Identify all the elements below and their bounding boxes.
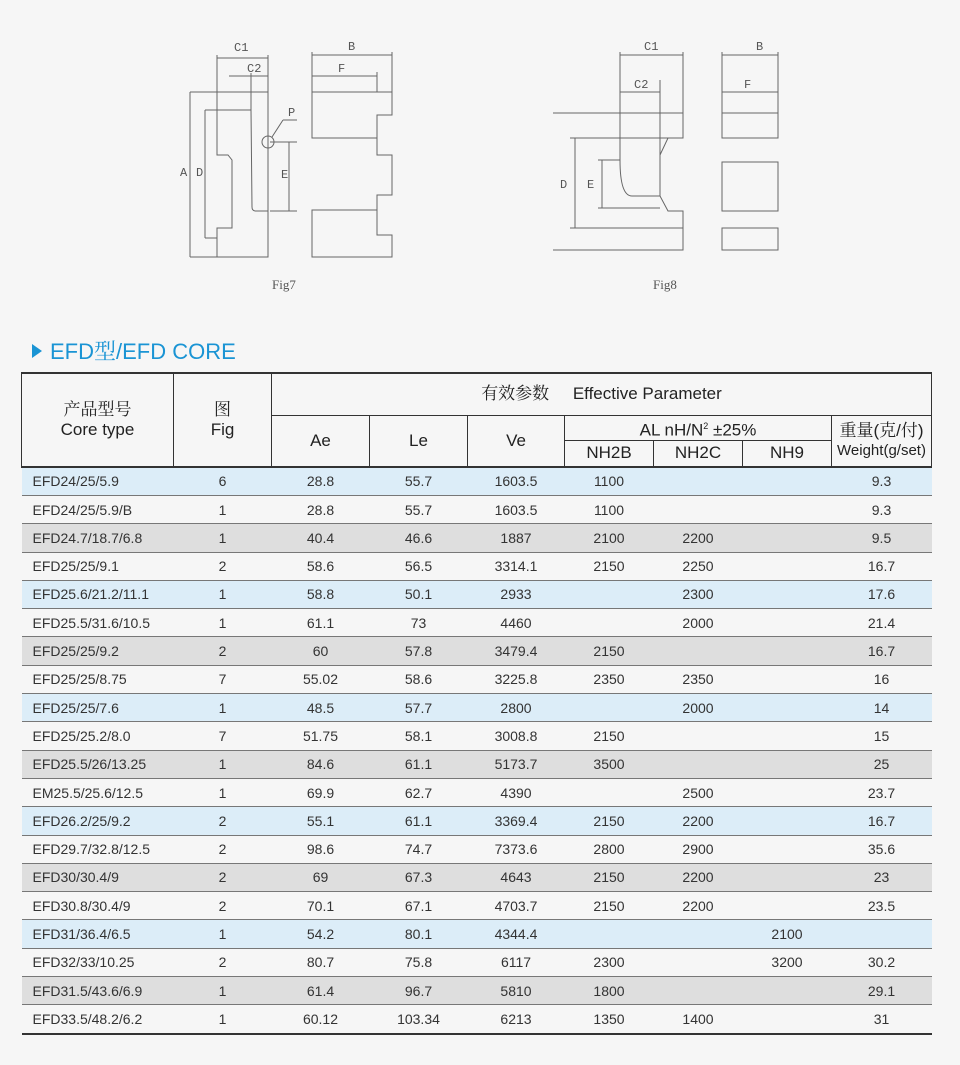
cell-type: EFD25/25/9.1 — [22, 552, 174, 580]
table-header — [22, 373, 932, 467]
cell-weight: 31 — [832, 1005, 932, 1034]
cell-type: EFD25.5/26/13.25 — [22, 750, 174, 778]
cell-nh9 — [743, 835, 832, 863]
cell-fig: 6 — [174, 467, 272, 496]
fig7-f-label: F — [338, 62, 346, 76]
cell-nh9 — [743, 467, 832, 496]
cell-ae: 28.8 — [272, 467, 370, 496]
cell-nh2c: 2300 — [654, 580, 743, 608]
table-row — [22, 552, 932, 580]
cell-nh9 — [743, 778, 832, 806]
cell-ae: 55.02 — [272, 665, 370, 693]
cell-le: 74.7 — [370, 835, 468, 863]
cell-fig: 1 — [174, 977, 272, 1005]
cell-fig: 2 — [174, 552, 272, 580]
cell-nh2b: 2150 — [565, 892, 654, 920]
fig8-e-label: E — [587, 178, 595, 192]
cell-type: EFD32/33/10.25 — [22, 948, 174, 976]
header-al-prefix: AL nH/N — [639, 420, 704, 440]
cell-type: EM25.5/25.6/12.5 — [22, 778, 174, 806]
cell-weight: 30.2 — [832, 948, 932, 976]
cell-nh2c: 2200 — [654, 863, 743, 891]
cell-nh2c — [654, 495, 743, 523]
cell-ae: 80.7 — [272, 948, 370, 976]
header-ve: Ve — [468, 415, 565, 467]
header-al-sup: 2 — [703, 420, 709, 431]
cell-nh9 — [743, 977, 832, 1005]
cell-fig: 1 — [174, 750, 272, 778]
cell-nh2b: 3500 — [565, 750, 654, 778]
cell-nh2b: 2150 — [565, 637, 654, 665]
cell-nh2b: 2350 — [565, 665, 654, 693]
cell-nh2b — [565, 778, 654, 806]
cell-le: 67.1 — [370, 892, 468, 920]
cell-ve: 2933 — [468, 580, 565, 608]
fig7-side-view — [190, 55, 297, 257]
header-fig — [174, 373, 272, 467]
header-nh2c: NH2C — [654, 441, 743, 467]
table-row — [22, 977, 932, 1005]
cell-ae: 55.1 — [272, 807, 370, 835]
cell-le: 58.6 — [370, 665, 468, 693]
table-row — [22, 750, 932, 778]
cell-ae: 28.8 — [272, 495, 370, 523]
fig7-e-label: E — [281, 168, 289, 182]
table-row — [22, 920, 932, 948]
cell-ae: 60 — [272, 637, 370, 665]
table-row — [22, 637, 932, 665]
cell-fig: 7 — [174, 722, 272, 750]
table-row — [22, 1005, 932, 1034]
cell-ve: 2800 — [468, 694, 565, 722]
cell-nh2c: 2200 — [654, 524, 743, 552]
core-drawings — [0, 0, 960, 310]
table-row — [22, 609, 932, 637]
cell-le: 58.1 — [370, 722, 468, 750]
cell-ve: 4460 — [468, 609, 565, 637]
table-row — [22, 580, 932, 608]
cell-nh2c: 2200 — [654, 807, 743, 835]
cell-le: 46.6 — [370, 524, 468, 552]
cell-nh2c: 2000 — [654, 609, 743, 637]
cell-weight: 17.6 — [832, 580, 932, 608]
cell-nh2b: 2100 — [565, 524, 654, 552]
cell-le: 55.7 — [370, 495, 468, 523]
cell-nh2c: 2250 — [654, 552, 743, 580]
header-weight-en: Weight(g/set) — [837, 441, 926, 459]
cell-type: EFD33.5/48.2/6.2 — [22, 1005, 174, 1034]
cell-nh2c — [654, 637, 743, 665]
cell-le: 103.34 — [370, 1005, 468, 1034]
cell-weight: 16.7 — [832, 807, 932, 835]
cell-nh2c — [654, 750, 743, 778]
header-weight — [832, 415, 932, 467]
cell-ae: 58.6 — [272, 552, 370, 580]
cell-nh2b — [565, 694, 654, 722]
cell-ve: 3314.1 — [468, 552, 565, 580]
cell-ve: 3008.8 — [468, 722, 565, 750]
cell-weight: 9.3 — [832, 467, 932, 496]
cell-ve: 4703.7 — [468, 892, 565, 920]
cell-nh9 — [743, 807, 832, 835]
cell-le: 55.7 — [370, 467, 468, 496]
cell-nh9 — [743, 1005, 832, 1034]
cell-ae: 60.12 — [272, 1005, 370, 1034]
cell-weight: 35.6 — [832, 835, 932, 863]
cell-type: EFD25.5/31.6/10.5 — [22, 609, 174, 637]
cell-fig: 2 — [174, 807, 272, 835]
table-row — [22, 467, 932, 496]
cell-fig: 2 — [174, 863, 272, 891]
cell-le: 57.7 — [370, 694, 468, 722]
cell-nh2c — [654, 977, 743, 1005]
cell-type: EFD29.7/32.8/12.5 — [22, 835, 174, 863]
cell-nh2b — [565, 920, 654, 948]
cell-nh9 — [743, 637, 832, 665]
cell-ve: 5173.7 — [468, 750, 565, 778]
section-title: EFD型/EFD CORE — [50, 339, 236, 364]
cell-weight: 14 — [832, 694, 932, 722]
cell-ae: 69 — [272, 863, 370, 891]
header-nh9: NH9 — [743, 441, 832, 467]
table-row — [22, 863, 932, 891]
header-core-type — [22, 373, 174, 467]
cell-type: EFD25/25/8.75 — [22, 665, 174, 693]
cell-le: 75.8 — [370, 948, 468, 976]
cell-le: 61.1 — [370, 807, 468, 835]
fig8-f-label: F — [744, 78, 752, 92]
cell-nh2b: 2300 — [565, 948, 654, 976]
cell-fig: 1 — [174, 778, 272, 806]
cell-fig: 1 — [174, 524, 272, 552]
cell-nh9 — [743, 552, 832, 580]
cell-nh9 — [743, 892, 832, 920]
cell-nh2c: 2000 — [654, 694, 743, 722]
cell-nh9 — [743, 580, 832, 608]
cell-fig: 2 — [174, 637, 272, 665]
cell-fig: 1 — [174, 609, 272, 637]
fig7-b-label: B — [348, 40, 356, 54]
figures-area — [0, 0, 960, 310]
cell-type: EFD24/25/5.9 — [22, 467, 174, 496]
cell-nh2b: 1100 — [565, 495, 654, 523]
header-ae: Ae — [272, 415, 370, 467]
cell-weight: 15 — [832, 722, 932, 750]
cell-nh2c: 2350 — [654, 665, 743, 693]
cell-type: EFD25/25/7.6 — [22, 694, 174, 722]
cell-weight: 23 — [832, 863, 932, 891]
cell-nh2c — [654, 948, 743, 976]
cell-nh9 — [743, 694, 832, 722]
cell-weight: 16.7 — [832, 637, 932, 665]
cell-nh2b: 2150 — [565, 552, 654, 580]
table-row — [22, 524, 932, 552]
cell-ve: 6213 — [468, 1005, 565, 1034]
cell-le: 73 — [370, 609, 468, 637]
cell-ae: 58.8 — [272, 580, 370, 608]
fig7-c2-label: C2 — [247, 62, 262, 76]
cell-nh9 — [743, 665, 832, 693]
cell-ve: 7373.6 — [468, 835, 565, 863]
cell-ae: 70.1 — [272, 892, 370, 920]
cell-nh2b — [565, 580, 654, 608]
cell-ae: 40.4 — [272, 524, 370, 552]
cell-nh2b: 2150 — [565, 807, 654, 835]
cell-weight: 23.7 — [832, 778, 932, 806]
cell-ve: 1603.5 — [468, 467, 565, 496]
cell-type: EFD30/30.4/9 — [22, 863, 174, 891]
cell-type: EFD24.7/18.7/6.8 — [22, 524, 174, 552]
cell-type: EFD31/36.4/6.5 — [22, 920, 174, 948]
cell-type: EFD31.5/43.6/6.9 — [22, 977, 174, 1005]
cell-le: 61.1 — [370, 750, 468, 778]
cell-nh9 — [743, 524, 832, 552]
header-nh2b: NH2B — [565, 441, 654, 467]
header-effective-cn: 有效参数 — [481, 384, 550, 404]
cell-le: 50.1 — [370, 580, 468, 608]
cell-nh2b: 1800 — [565, 977, 654, 1005]
triangle-bullet-icon — [32, 344, 42, 358]
cell-weight: 29.1 — [832, 977, 932, 1005]
fig8-b-label: B — [756, 40, 764, 54]
table-row — [22, 807, 932, 835]
cell-ve: 4344.4 — [468, 920, 565, 948]
fig7-p-label: P — [288, 106, 296, 120]
cell-fig: 2 — [174, 892, 272, 920]
table-row — [22, 694, 932, 722]
header-fig-cn: 图 — [214, 399, 231, 419]
header-le: Le — [370, 415, 468, 467]
table-row — [22, 778, 932, 806]
header-weight-cn: 重量(克/付) — [839, 420, 924, 440]
cell-le: 62.7 — [370, 778, 468, 806]
header-effective-parameter — [272, 373, 932, 415]
fig8-caption: Fig8 — [653, 277, 677, 292]
cell-ae: 54.2 — [272, 920, 370, 948]
cell-ve: 3479.4 — [468, 637, 565, 665]
section-heading — [32, 335, 236, 366]
cell-nh9 — [743, 722, 832, 750]
header-al-suffix: ±25% — [713, 420, 757, 440]
table-row — [22, 665, 932, 693]
cell-le: 67.3 — [370, 863, 468, 891]
cell-fig: 1 — [174, 694, 272, 722]
cell-ae: 61.4 — [272, 977, 370, 1005]
cell-le: 57.8 — [370, 637, 468, 665]
cell-fig: 1 — [174, 495, 272, 523]
cell-nh2b: 1350 — [565, 1005, 654, 1034]
fig7-caption: Fig7 — [272, 277, 296, 292]
cell-nh9 — [743, 750, 832, 778]
cell-nh2c — [654, 467, 743, 496]
header-effective-en: Effective Parameter — [572, 384, 722, 404]
fig7-c1-label: C1 — [234, 41, 249, 55]
fig7-a-label: A — [180, 166, 188, 180]
cell-nh2c — [654, 722, 743, 750]
cell-ve: 3369.4 — [468, 807, 565, 835]
cell-nh2b: 1100 — [565, 467, 654, 496]
fig8-c1-label: C1 — [644, 40, 659, 54]
header-al — [565, 415, 832, 441]
table-row — [22, 495, 932, 523]
cell-nh2c: 2200 — [654, 892, 743, 920]
table-row — [22, 892, 932, 920]
cell-nh9 — [743, 863, 832, 891]
table-body — [22, 467, 932, 1034]
cell-nh2b: 2800 — [565, 835, 654, 863]
cell-ae: 48.5 — [272, 694, 370, 722]
fig8-c2-label: C2 — [634, 78, 649, 92]
cell-weight: 25 — [832, 750, 932, 778]
cell-ae: 69.9 — [272, 778, 370, 806]
cell-nh9: 2100 — [743, 920, 832, 948]
fig8-d-label: D — [560, 178, 568, 192]
cell-type: EFD24/25/5.9/B — [22, 495, 174, 523]
fig7-d-label: D — [196, 166, 204, 180]
cell-type: EFD25.6/21.2/11.1 — [22, 580, 174, 608]
cell-fig: 2 — [174, 835, 272, 863]
cell-nh2c — [654, 920, 743, 948]
cell-fig: 1 — [174, 580, 272, 608]
cell-ve: 6117 — [468, 948, 565, 976]
cell-type: EFD25/25/9.2 — [22, 637, 174, 665]
cell-ae: 51.75 — [272, 722, 370, 750]
cell-ve: 5810 — [468, 977, 565, 1005]
cell-le: 96.7 — [370, 977, 468, 1005]
cell-fig: 1 — [174, 1005, 272, 1034]
fig7-front-view — [312, 52, 392, 257]
cell-nh2c: 2900 — [654, 835, 743, 863]
cell-ve: 3225.8 — [468, 665, 565, 693]
cell-type: EFD25/25.2/8.0 — [22, 722, 174, 750]
cell-weight: 21.4 — [832, 609, 932, 637]
cell-type: EFD30.8/30.4/9 — [22, 892, 174, 920]
cell-ae: 98.6 — [272, 835, 370, 863]
cell-ve: 4390 — [468, 778, 565, 806]
cell-le: 56.5 — [370, 552, 468, 580]
cell-nh9: 3200 — [743, 948, 832, 976]
cell-ve: 4643 — [468, 863, 565, 891]
cell-nh9 — [743, 609, 832, 637]
table-row — [22, 835, 932, 863]
cell-nh2b: 2150 — [565, 863, 654, 891]
cell-weight: 16.7 — [832, 552, 932, 580]
cell-ve: 1887 — [468, 524, 565, 552]
cell-nh2c: 1400 — [654, 1005, 743, 1034]
cell-weight: 16 — [832, 665, 932, 693]
cell-fig: 2 — [174, 948, 272, 976]
cell-nh2c: 2500 — [654, 778, 743, 806]
core-spec-table — [21, 372, 932, 1035]
table-row — [22, 948, 932, 976]
cell-ae: 84.6 — [272, 750, 370, 778]
cell-nh2b: 2150 — [565, 722, 654, 750]
cell-nh9 — [743, 495, 832, 523]
cell-weight: 9.5 — [832, 524, 932, 552]
cell-ve: 1603.5 — [468, 495, 565, 523]
cell-weight: 23.5 — [832, 892, 932, 920]
header-core-type-en: Core type — [60, 419, 135, 439]
cell-type: EFD26.2/25/9.2 — [22, 807, 174, 835]
table-row — [22, 722, 932, 750]
cell-weight — [832, 920, 932, 948]
header-fig-en: Fig — [210, 419, 235, 439]
cell-fig: 1 — [174, 920, 272, 948]
cell-nh2b — [565, 609, 654, 637]
cell-ae: 61.1 — [272, 609, 370, 637]
fig8-side-view — [553, 52, 683, 250]
cell-weight: 9.3 — [832, 495, 932, 523]
header-core-type-cn: 产品型号 — [63, 399, 132, 419]
cell-fig: 7 — [174, 665, 272, 693]
cell-le: 80.1 — [370, 920, 468, 948]
